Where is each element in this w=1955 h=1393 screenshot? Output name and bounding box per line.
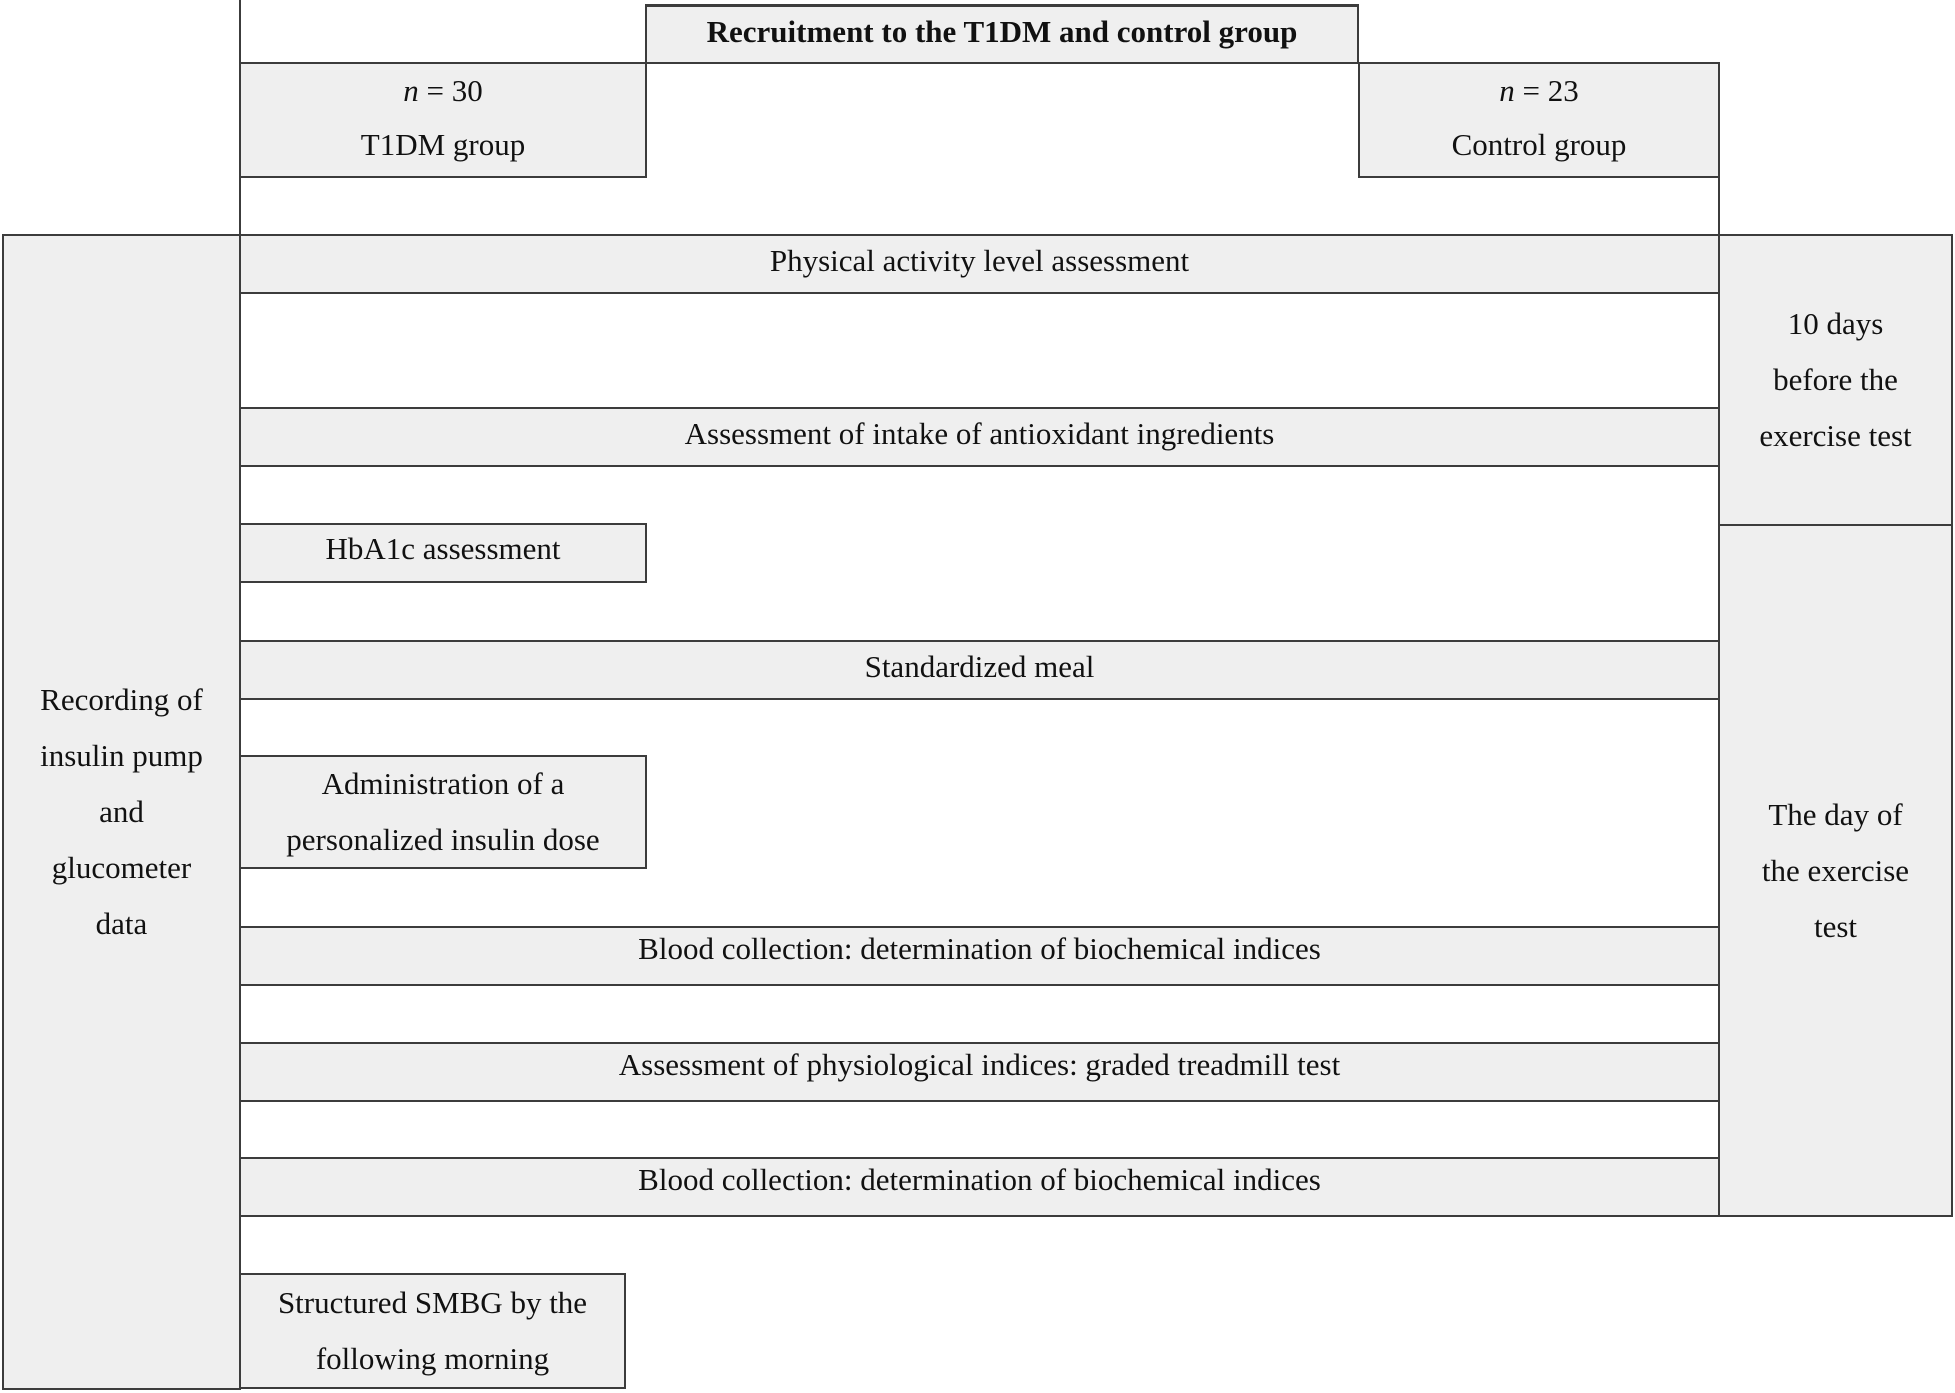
smbg-line-1: Structured SMBG by the bbox=[277, 1285, 588, 1320]
recruitment-box bbox=[645, 4, 1359, 64]
left-panel-line-4: glucometer bbox=[51, 850, 192, 885]
t1dm-group-label: T1DM group bbox=[360, 127, 526, 162]
right-vertical-line bbox=[1718, 176, 1720, 236]
timeframe-day-of-box bbox=[1718, 524, 1953, 1217]
blood-collection-step-1 bbox=[239, 926, 1720, 986]
left-panel-line-3: and bbox=[99, 794, 144, 829]
smbg-line-2: following morning bbox=[315, 1341, 550, 1376]
physical-activity-step bbox=[239, 234, 1720, 294]
smbg-step bbox=[239, 1273, 626, 1389]
antioxidant-intake-label: Assessment of intake of antioxidant ingredients bbox=[684, 416, 1275, 451]
blood-collection-step-2 bbox=[239, 1157, 1720, 1217]
treadmill-test-step bbox=[239, 1042, 1720, 1102]
recruitment-title: Recruitment to the T1DM and control group bbox=[706, 14, 1298, 49]
t1dm-n-count: n = 30 bbox=[403, 73, 483, 108]
insulin-dose-line-2: personalized insulin dose bbox=[286, 822, 600, 857]
insulin-dose-line-1: Administration of a bbox=[321, 766, 565, 801]
blood-collection-label-2: Blood collection: determination of biochemical indices bbox=[638, 1162, 1321, 1197]
control-n-count: n = 23 bbox=[1499, 73, 1579, 108]
antioxidant-intake-step bbox=[239, 407, 1720, 467]
day-of-line-3: test bbox=[1813, 908, 1858, 944]
left-panel-line-5: data bbox=[95, 906, 148, 941]
treadmill-test-label: Assessment of physiological indices: graded treadmill test bbox=[618, 1047, 1341, 1082]
before-line-3: exercise test bbox=[1759, 418, 1912, 453]
standardized-meal-step bbox=[239, 640, 1720, 700]
left-panel-line-2: insulin pump bbox=[40, 738, 203, 773]
left-panel-line-1: Recording of bbox=[40, 682, 203, 717]
control-group-box bbox=[1358, 62, 1720, 178]
day-of-line-1: The day of bbox=[1768, 796, 1903, 832]
before-line-2: before the bbox=[1773, 362, 1898, 397]
control-group-label: Control group bbox=[1451, 127, 1627, 162]
t1dm-group-box bbox=[239, 62, 647, 178]
blood-collection-label-1: Blood collection: determination of biochemical indices bbox=[638, 931, 1321, 966]
physical-activity-label: Physical activity level assessment bbox=[769, 243, 1190, 278]
day-of-line-2: the exercise bbox=[1761, 852, 1910, 888]
standardized-meal-label: Standardized meal bbox=[864, 649, 1095, 684]
insulin-dose-step bbox=[239, 755, 647, 869]
before-line-1: 10 days bbox=[1787, 306, 1884, 341]
left-recording-panel bbox=[2, 234, 241, 1390]
hba1c-step bbox=[239, 523, 647, 583]
hba1c-label: HbA1c assessment bbox=[325, 531, 561, 566]
timeframe-before-box bbox=[1718, 234, 1953, 526]
